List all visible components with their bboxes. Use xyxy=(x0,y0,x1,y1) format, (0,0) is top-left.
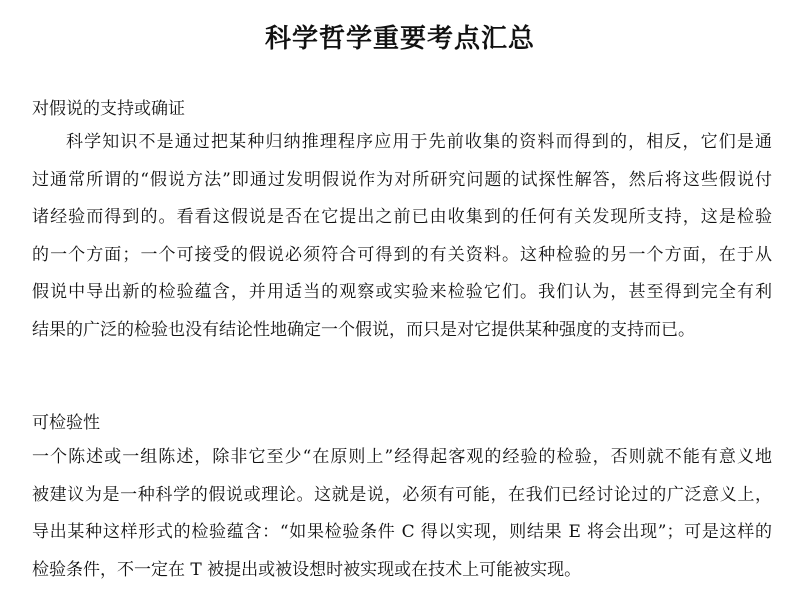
paragraph-line: 检验条件，不一定在 T 被提出或被设想时被实现或在技术上可能被实现。 xyxy=(32,559,582,580)
paragraph-line: 结果的广泛的检验也没有结论性地确定一个假说，而只是对它提供某种强度的支持而已。 xyxy=(32,319,695,340)
paragraph-hypothesis-support xyxy=(32,124,772,349)
paragraph-line: 被建议为是一种科学的假说或理论。这就是说，必须有可能，在我们已经讨论过的广泛意义上， xyxy=(32,484,772,505)
paragraph-line: 的一个方面；一个可接受的假说必须符合可得到的有关资料。这种检验的另一个方面，在于从 xyxy=(32,244,772,265)
paragraph-line: 过通常所谓的“假说方法”即通过发明假说作为对所研究问题的试探性解答，然后将这些假说付 xyxy=(32,169,772,190)
paragraph-line: 科学知识不是通过把某种归纳推理程序应用于先前收集的资料而得到的，相反，它们是通 xyxy=(66,132,772,152)
paragraph-testability xyxy=(32,439,772,589)
paragraph-line: 导出某种这样形式的检验蕴含：“如果检验条件 C 得以实现，则结果 E 将会出现”；可是这样的 xyxy=(32,522,772,542)
document-title: 科学哲学重要考点汇总 xyxy=(264,24,535,54)
section-heading-hypothesis-support: 对假说的支持或确证 xyxy=(32,99,185,119)
paragraph-line: 一个陈述或一组陈述，除非它至少“在原则上”经得起客观的经验的检验，否则就不能有意义地 xyxy=(32,447,772,467)
paragraph-line: 诸经验而得到的。看看这假说是否在它提出之前已由收集到的任何有关发现所支持，这是检验 xyxy=(32,207,772,227)
paragraph-line: 假说中导出新的检验蕴含，并用适当的观察或实验来检验它们。我们认为，甚至得到完全有利 xyxy=(32,282,772,302)
section-heading-testability: 可检验性 xyxy=(32,413,100,433)
